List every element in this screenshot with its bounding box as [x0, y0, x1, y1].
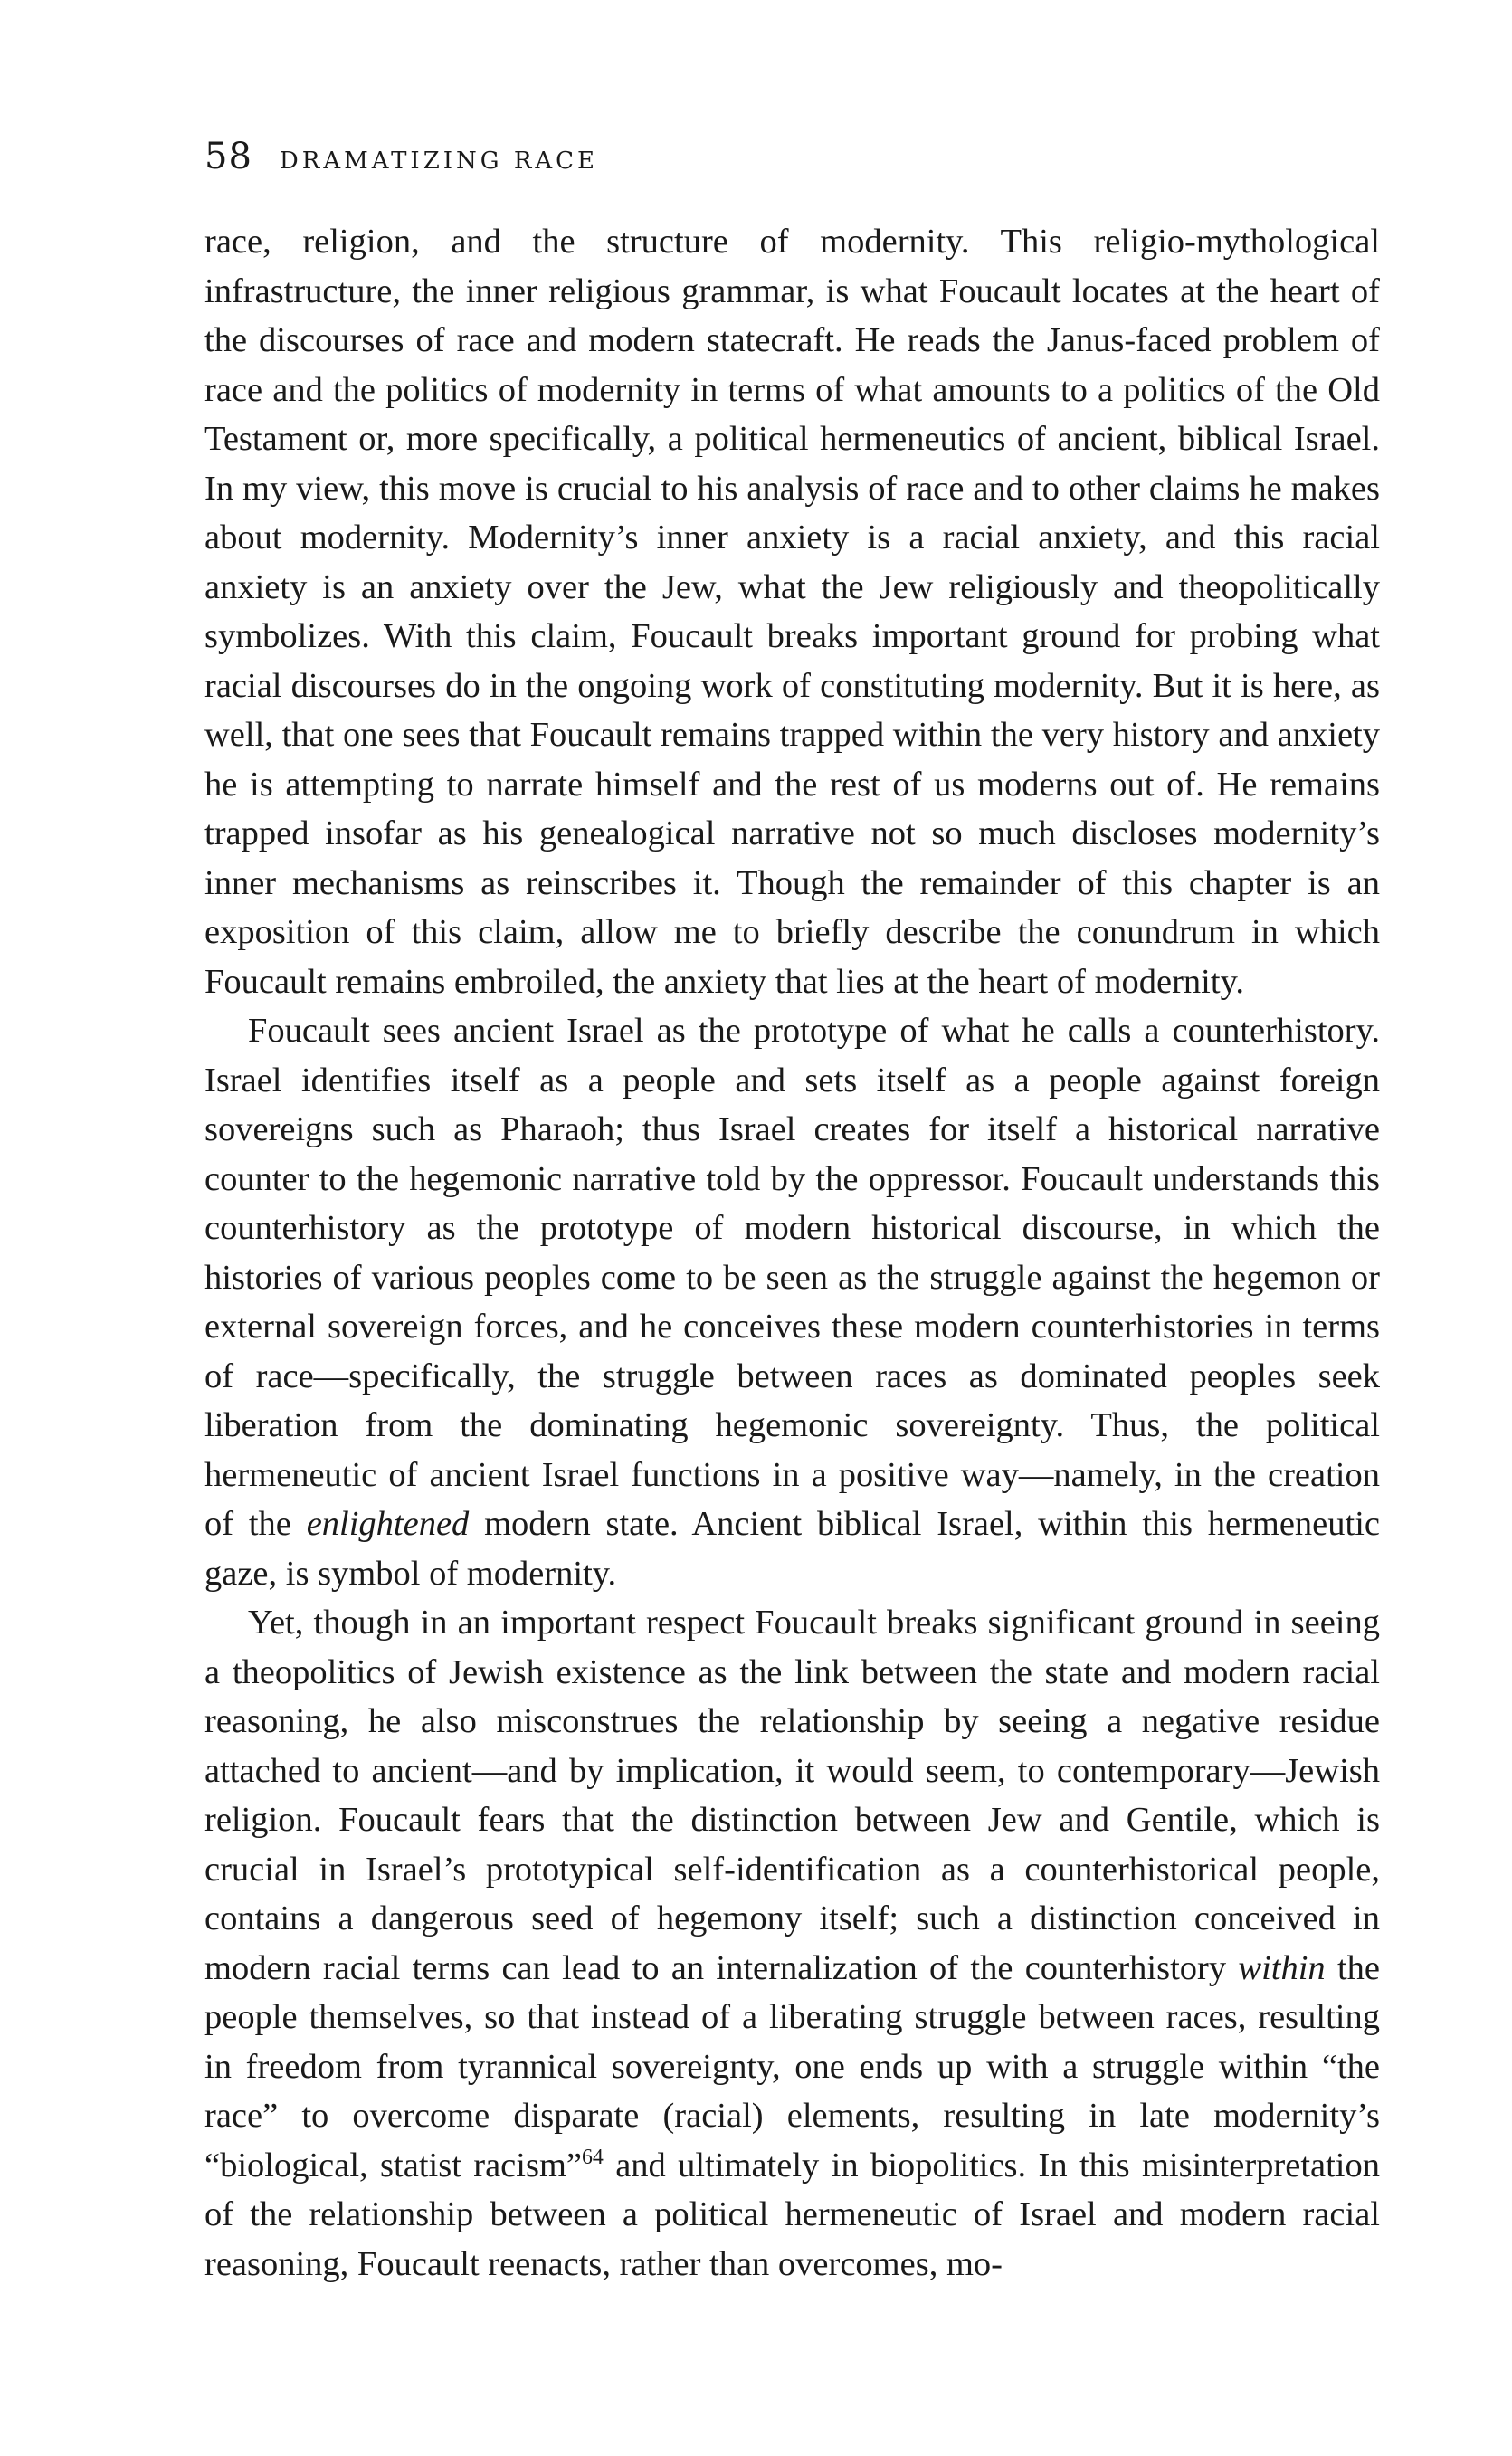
- paragraph-1: [204, 217, 1380, 1006]
- running-title: DRAMATIZING RACE: [279, 148, 599, 175]
- running-head: [204, 136, 598, 190]
- paragraph-2-text-a: Foucault sees ancient Israel as the prototype of what he calls a counterhistory. Israel identifies itself as a people and sets itself as a people against foreign sovereigns such as Pharaoh; thus Israel creates for itself a historical narrative counter to the hegemonic narrative told by the oppressor. Foucault understands this counterhistory as the prototype of modern historical discourse, in which the histories of various peoples come to be seen as the struggle against the hegemon or external sovereign forces, and he conceives these modern counterhistories in terms of race—specifically, the struggle between races as dominated peoples seek liberation from the dominating hegemonic sovereignty. Thus, the political hermeneutic of ancient Israel functions in a positive way—namely, in the creation of the: [204, 1012, 1380, 1543]
- paragraph-3: [204, 1598, 1380, 2289]
- paragraph-3-text-c: and ultimately in biopolitics. In this misinterpretation of the relationship between a political hermeneutic of Israel and modern racial reasoning, Foucault reenacts, rather than overcomes, mo-: [204, 2146, 1380, 2283]
- italic-within: within: [1238, 1948, 1326, 1987]
- paragraph-3-text-a: Yet, though in an important respect Foucault breaks significant ground in seeing a theopolitics of Jewish existence as the link between the state and modern racial reasoning, he also misconstrues the relationship by seeing a negative residue attached to ancient—and by implication, it would seem, to contemporary—Jewish religion. Foucault fears that the distinction between Jew and Gentile, which is crucial in Israel’s prototypical self-identification as a counterhistorical people, contains a dangerous seed of hegemony itself; such a distinction conceived in modern racial terms can lead to an internalization of the counterhistory: [204, 1604, 1380, 1987]
- paragraph-3-text-b: the people themselves, so that instead of a liberating struggle between races, resulting in freedom from tyrannical sovereignty, one ends up with a struggle within “the race” to overcome disparate (racial) elements, resulting in late modernity’s “biological, statist racism”: [204, 1948, 1380, 2185]
- paragraph-1-text: race, religion, and the structure of modernity. This religio-mythological infrastructure, the inner religious grammar, is what Foucault locates at the heart of the discourses of race and modern statecraft. He reads the Janus-faced problem of race and the politics of modernity in terms of what amounts to a politics of the Old Testament or, more specifically, a political hermeneutics of ancient, biblical Israel. In my view, this move is crucial to his analysis of race and to other claims he makes about modernity. Modernity’s inner anxiety is a racial anxiety, and this racial anxiety is an anxiety over the Jew, what the Jew religiously and theopolitically symbolizes. With this claim, Foucault breaks important ground for probing what racial discourses do in the ongoing work of constituting modernity. But it is here, as well, that one sees that Foucault remains trapped within the very history and anxiety he is attempting to narrate himself and the rest of us moderns out of. He remains trapped insofar as his genealogical narrative not so much discloses modernity’s inner mechanisms as reinscribes it. Though the remainder of this chapter is an exposition of this claim, allow me to briefly describe the conundrum in which Foucault remains embroiled, the anxiety that lies at the heart of modernity.: [204, 223, 1380, 1001]
- page-number: 58: [204, 136, 252, 177]
- footnote-reference-64[interactable]: 64: [581, 2145, 604, 2169]
- paragraph-2: [204, 1006, 1380, 1598]
- body-text: [204, 217, 1380, 2289]
- paragraph-2-text-b: modern state. Ancient biblical Israel, within this hermeneutic gaze, is symbol of modernity.: [204, 1505, 1380, 1593]
- italic-enlightened: enlightened: [306, 1505, 470, 1543]
